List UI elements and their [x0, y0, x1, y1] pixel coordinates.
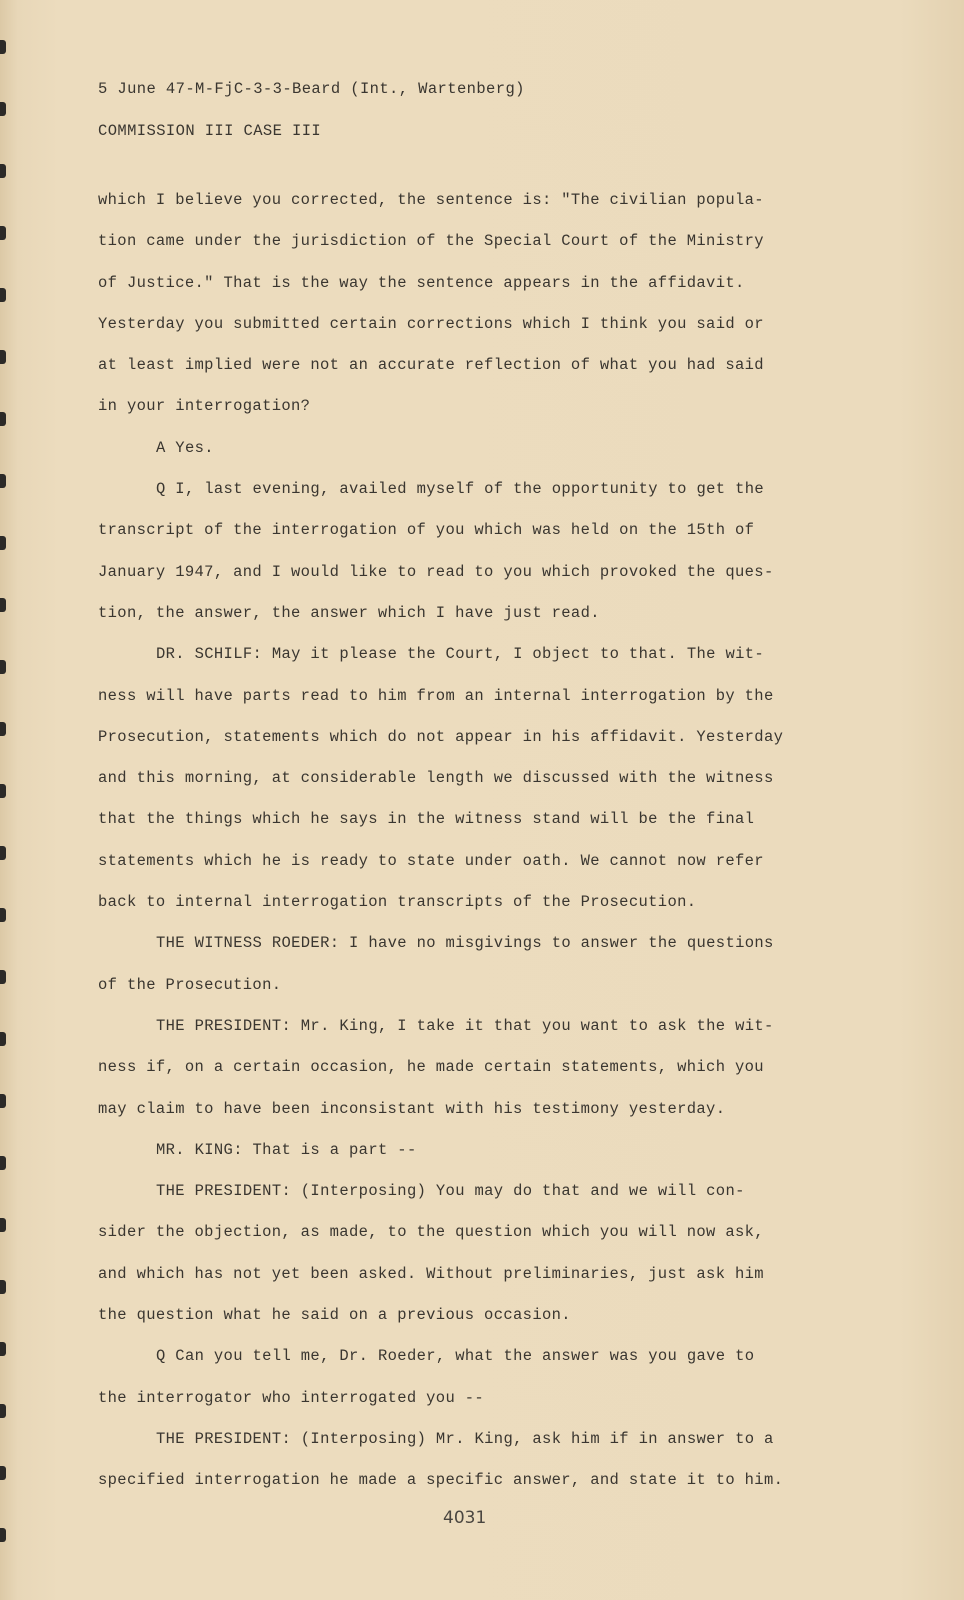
- binding-mark: [0, 164, 6, 178]
- transcript-line: MR. KING: That is a part --: [156, 1140, 417, 1159]
- binding-mark: [0, 1218, 6, 1232]
- binding-mark: [0, 536, 6, 550]
- transcript-line: and this morning, at considerable length we discussed with the witness: [98, 769, 774, 788]
- transcript-line: of Justice." That is the way the sentence appears in the affidavit.: [98, 273, 745, 292]
- transcript-line: January 1947, and I would like to read to you which provoked the ques-: [98, 562, 774, 581]
- transcript-line: in your interrogation?: [98, 397, 311, 416]
- transcript-line: THE PRESIDENT: (Interposing) Mr. King, ask him if in answer to a: [156, 1429, 774, 1448]
- binding-mark: [0, 226, 6, 240]
- transcript-line: and which has not yet been asked. Without preliminaries, just ask him: [98, 1264, 764, 1283]
- transcript-body: [98, 180, 838, 1502]
- transcript-line: specified interrogation he made a specific answer, and state it to him.: [98, 1471, 784, 1490]
- binding-mark: [0, 1466, 6, 1480]
- transcript-line: sider the objection, as made, to the question which you will now ask,: [98, 1223, 764, 1242]
- binding-mark: [0, 1528, 6, 1542]
- transcript-line: which I believe you corrected, the sentence is: "The civilian popula-: [98, 191, 764, 209]
- transcript-line: tion, the answer, the answer which I have just read.: [98, 603, 600, 622]
- binding-mark: [0, 102, 6, 116]
- binding-mark: [0, 1280, 6, 1294]
- transcript-line: Prosecution, statements which do not appear in his affidavit. Yesterday: [98, 727, 784, 746]
- binding-edge: [0, 0, 8, 1600]
- transcript-line: ness will have parts read to him from an internal interrogation by the: [98, 686, 774, 705]
- binding-mark: [0, 846, 6, 860]
- binding-mark: [0, 288, 6, 302]
- transcript-line: back to internal interrogation transcripts of the Prosecution.: [98, 893, 697, 912]
- header-line-1: 5 June 47-M-FjC-3-3-Beard (Int., Wartenberg): [98, 80, 525, 98]
- binding-mark: [0, 598, 6, 612]
- binding-mark: [0, 1156, 6, 1170]
- binding-mark: [0, 784, 6, 798]
- binding-mark: [0, 350, 6, 364]
- binding-mark: [0, 660, 6, 674]
- binding-mark: [0, 908, 6, 922]
- binding-mark: [0, 412, 6, 426]
- page-number: 4031: [443, 1508, 487, 1528]
- binding-mark: [0, 40, 6, 54]
- transcript-line: Q Can you tell me, Dr. Roeder, what the answer was you gave to: [156, 1347, 755, 1366]
- transcript-line: A Yes.: [156, 438, 214, 457]
- binding-mark: [0, 1342, 6, 1356]
- transcript-line: THE PRESIDENT: (Interposing) You may do that and we will con-: [156, 1182, 745, 1201]
- binding-mark: [0, 970, 6, 984]
- transcript-line: the interrogator who interrogated you --: [98, 1388, 485, 1407]
- transcript-line: statements which he is ready to state under oath. We cannot now refer: [98, 851, 764, 870]
- transcript-line: DR. SCHILF: May it please the Court, I object to that. The wit-: [156, 645, 765, 664]
- transcript-line: THE PRESIDENT: Mr. King, I take it that you want to ask the wit-: [156, 1016, 774, 1035]
- transcript-line: Q I, last evening, availed myself of the opportunity to get the: [156, 480, 765, 499]
- transcript-line: Yesterday you submitted certain corrections which I think you said or: [98, 314, 764, 333]
- binding-mark: [0, 1032, 6, 1046]
- transcript-line: THE WITNESS ROEDER: I have no misgivings to answer the questions: [156, 934, 774, 953]
- binding-mark: [0, 722, 6, 736]
- binding-mark: [0, 1094, 6, 1108]
- transcript-line: transcript of the interrogation of you which was held on the 15th of: [98, 521, 755, 540]
- binding-mark: [0, 474, 6, 488]
- transcript-line: ness if, on a certain occasion, he made certain statements, which you: [98, 1058, 764, 1077]
- transcript-line: that the things which he says in the witness stand will be the final: [98, 810, 755, 829]
- transcript-line: at least implied were not an accurate reflection of what you had said: [98, 356, 764, 375]
- transcript-line: of the Prosecution.: [98, 975, 282, 994]
- transcript-line: tion came under the jurisdiction of the Special Court of the Ministry: [98, 232, 764, 251]
- transcript-line: the question what he said on a previous occasion.: [98, 1306, 571, 1325]
- header-line-2: COMMISSION III CASE III: [98, 122, 322, 140]
- binding-mark: [0, 1404, 6, 1418]
- transcript-line: may claim to have been inconsistant with his testimony yesterday.: [98, 1099, 726, 1118]
